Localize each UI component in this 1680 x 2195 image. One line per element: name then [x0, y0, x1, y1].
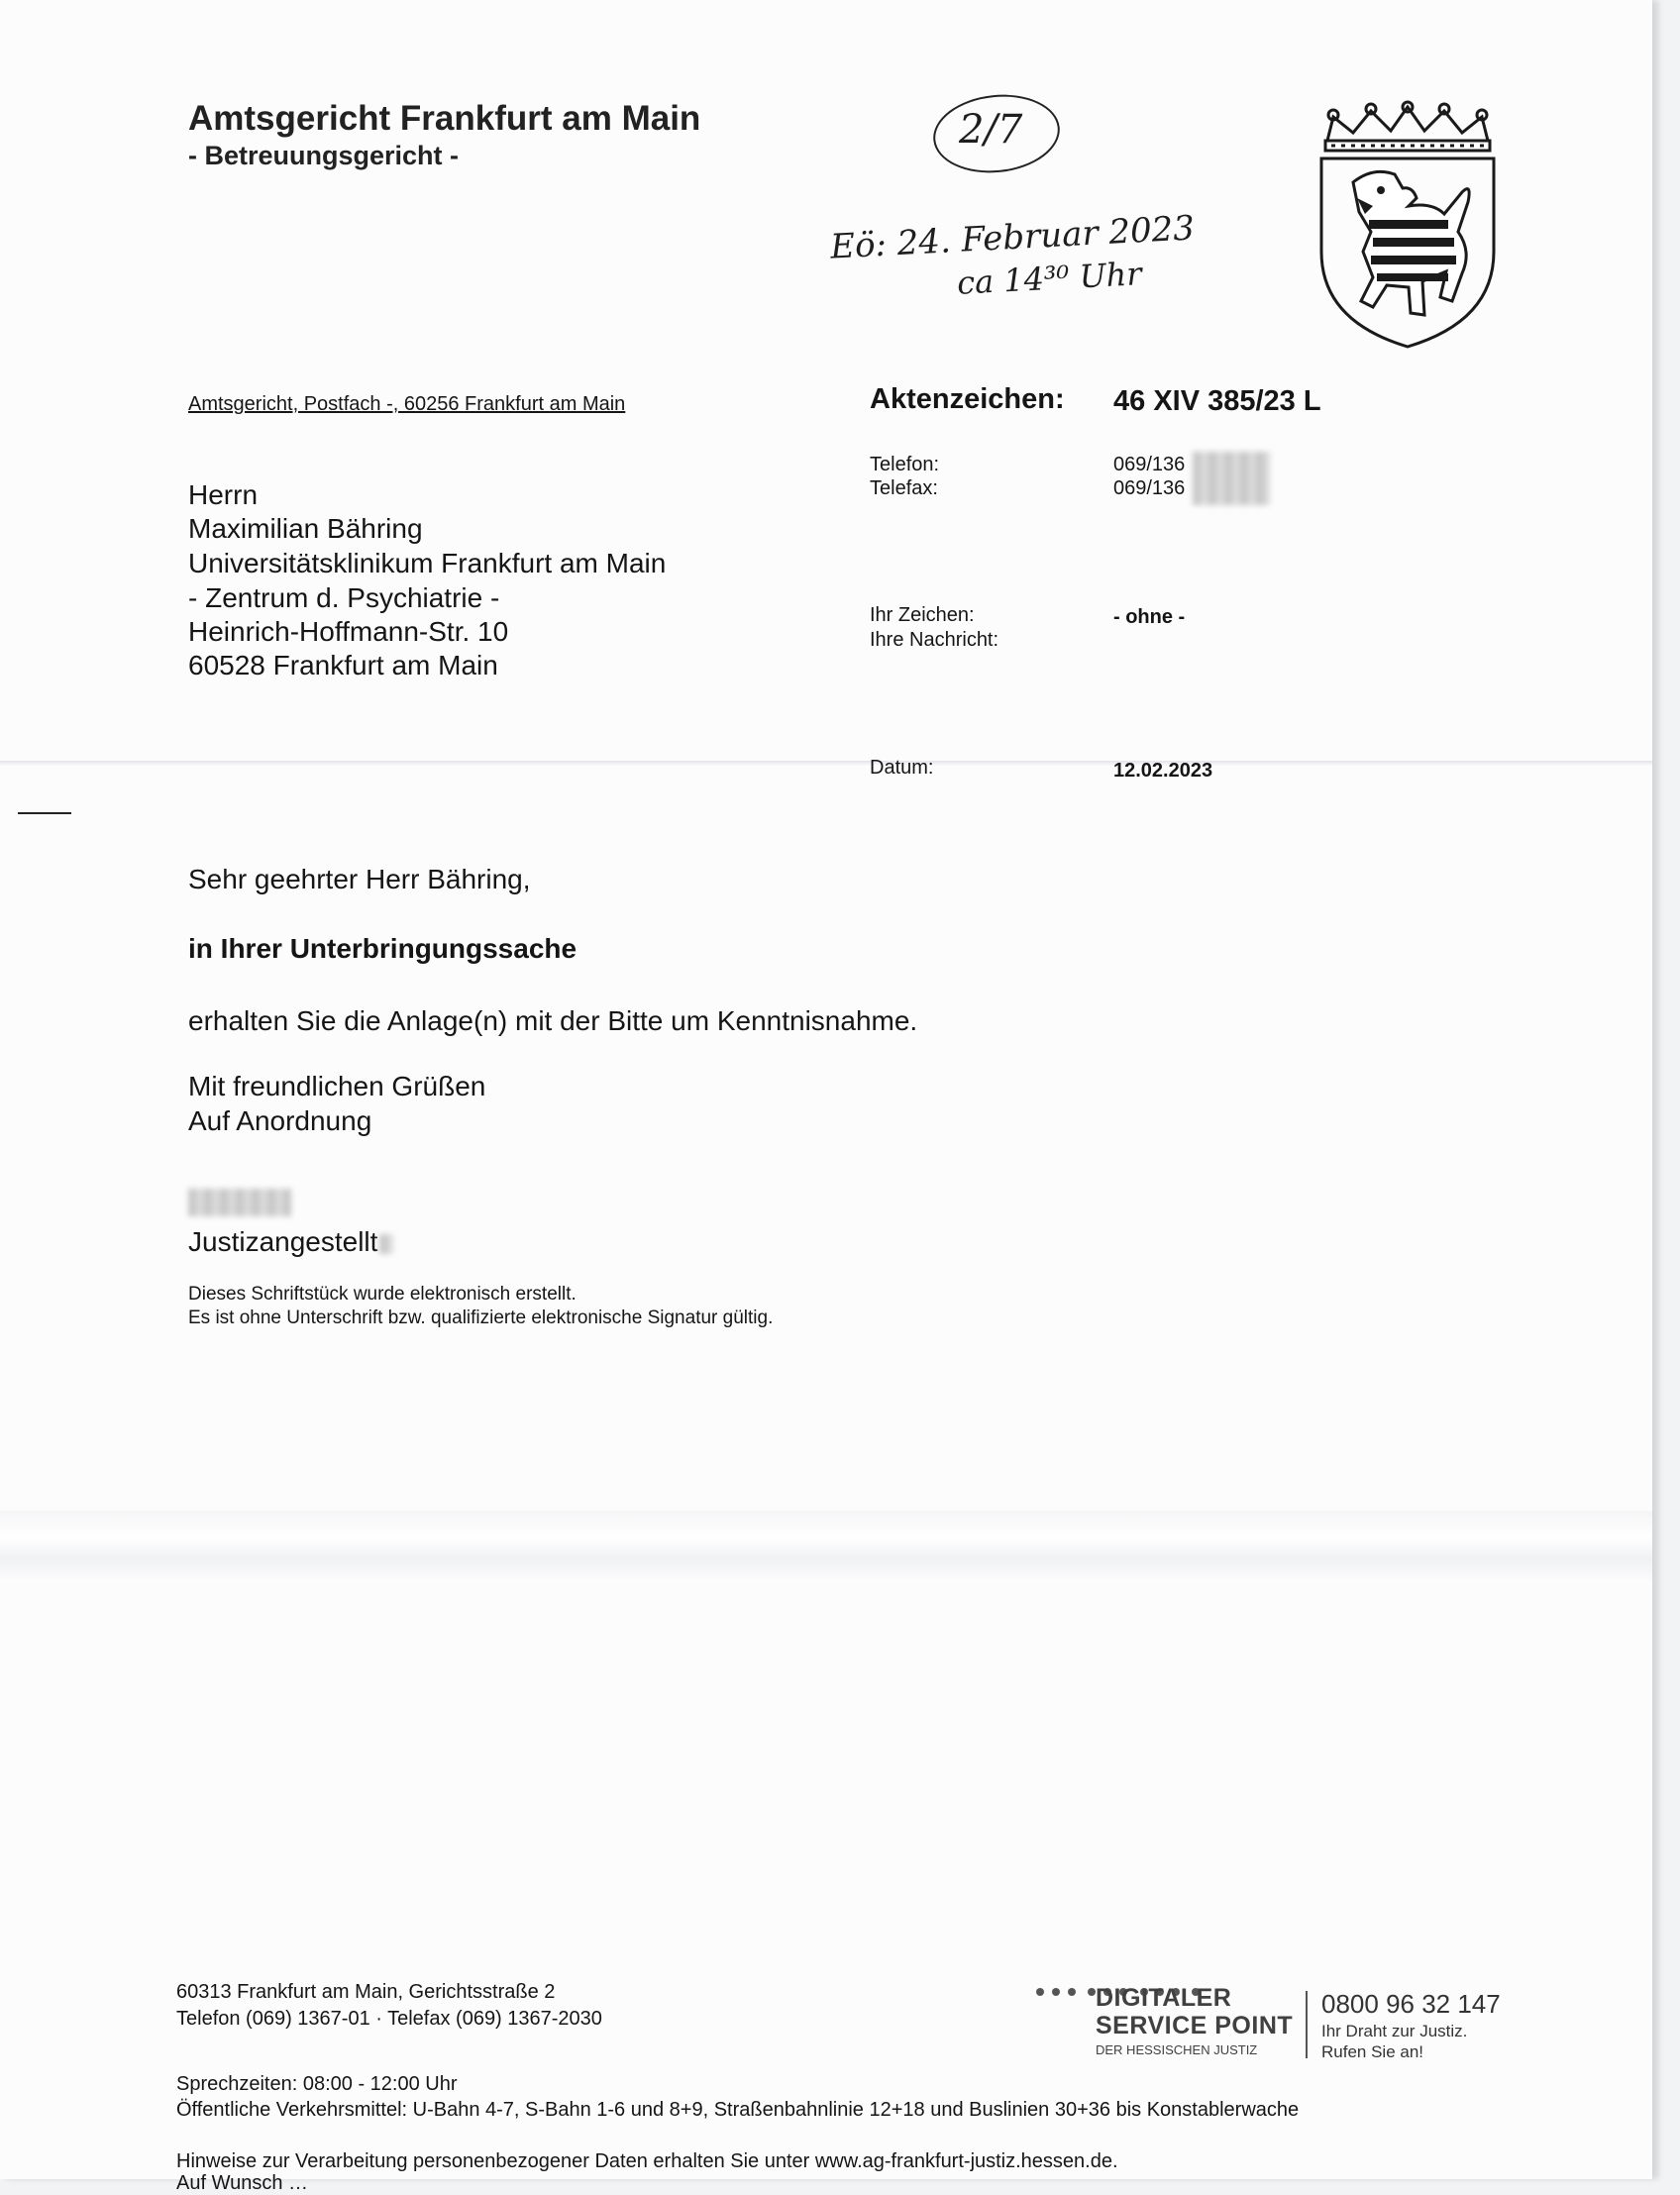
ihre-nachricht-label: Ihre Nachricht:: [870, 629, 999, 651]
telefax-value: 069/136: [1113, 477, 1186, 499]
recipient-street: Heinrich-Hoffmann-Str. 10: [188, 616, 509, 647]
service-point-note-2: Rufen Sie an!: [1321, 2042, 1424, 2061]
court-department: - Betreuungsgericht -: [188, 141, 460, 170]
redacted-signer-name: [188, 1189, 291, 1216]
letter-subject: in Ihrer Unterbringungssache: [188, 933, 578, 964]
ihr-zeichen-label: Ihr Zeichen:: [870, 604, 975, 626]
ihr-zeichen-value: - ohne -: [1113, 606, 1186, 628]
handwritten-receipt-date: Eö: 24. Februar 2023: [829, 208, 1196, 267]
letter-salutation: Sehr geehrter Herr Bähring,: [188, 864, 531, 894]
service-point-subtitle: DER HESSISCHEN JUSTIZ: [1096, 2042, 1258, 2057]
footer-transport: Öffentliche Verkehrsmittel: U-Bahn 4-7, S-Bahn 1-6 und 8+9, Straßenbahnlinie 12+18 und Buslinien 30+36 bis Konstablerwache: [176, 2099, 1300, 2121]
telefon-value: 069/136: [1113, 454, 1186, 475]
fold-mark: [18, 812, 71, 814]
recipient-institution: Universitätsklinikum Frankfurt am Main: [188, 548, 667, 578]
closing-greeting: Mit freundlichen Grüßen: [188, 1071, 486, 1101]
datum-label: Datum:: [870, 757, 934, 779]
telefon-label: Telefon:: [870, 454, 940, 475]
paper-fold: [0, 761, 1652, 766]
paper-fold-crease: [0, 1511, 1652, 1580]
telefax-label: Telefax:: [870, 477, 938, 499]
recipient-city: 60528 Frankfurt am Main: [188, 650, 498, 680]
footer-address: 60313 Frankfurt am Main, Gerichtsstraße 2: [176, 1981, 556, 2003]
footer-office-hours: Sprechzeiten: 08:00 - 12:00 Uhr: [176, 2073, 458, 2095]
footer-privacy-cut: Auf Wunsch …: [176, 2172, 309, 2194]
recipient-salutation: Herrn: [188, 479, 259, 510]
signer-title: Justizangestellt: [188, 1226, 393, 1258]
service-point-title-1: DIGITALER: [1096, 1984, 1232, 2012]
recipient-department: - Zentrum d. Psychiatrie -: [188, 582, 500, 613]
handwritten-receipt-time: ca 14³⁰ Uhr: [956, 255, 1143, 302]
recipient-name: Maximilian Bähring: [188, 513, 423, 544]
service-point-divider: [1306, 1991, 1308, 2058]
handwritten-page-count: 2/7: [959, 107, 1023, 153]
aktenzeichen-label: Aktenzeichen:: [870, 383, 1065, 415]
service-point-dots-icon: [1032, 1985, 1076, 2003]
service-point-phone: 0800 96 32 147: [1321, 1989, 1501, 2019]
court-name: Amtsgericht Frankfurt am Main: [188, 99, 701, 138]
redacted-extension: [1193, 452, 1270, 505]
signature-notice: Es ist ohne Unterschrift bzw. qualifizierte elektronische Signatur gültig.: [188, 1307, 774, 1328]
sender-address-line: Amtsgericht, Postfach -, 60256 Frankfurt am Main: [188, 393, 626, 415]
service-point-title-2: SERVICE POINT: [1096, 2012, 1294, 2039]
hesse-lion-coat-of-arms-icon: [1313, 103, 1502, 356]
datum-value: 12.02.2023: [1113, 760, 1213, 782]
service-point-note-1: Ihr Draht zur Justiz.: [1321, 2022, 1468, 2040]
letter-body: erhalten Sie die Anlage(n) mit der Bitte um Kenntnisnahme.: [188, 1005, 918, 1036]
footer-privacy: Hinweise zur Verarbeitung personenbezogener Daten erhalten Sie unter www.ag-frankfurt-justiz.hessen.de.: [176, 2150, 1118, 2172]
electronic-notice: Dieses Schriftstück wurde elektronisch erstellt.: [188, 1284, 577, 1305]
aktenzeichen-value: 46 XIV 385/23 L: [1113, 385, 1321, 417]
closing-order: Auf Anordnung: [188, 1105, 372, 1136]
footer-phone-fax: Telefon (069) 1367-01 · Telefax (069) 1367-2030: [176, 2008, 602, 2030]
